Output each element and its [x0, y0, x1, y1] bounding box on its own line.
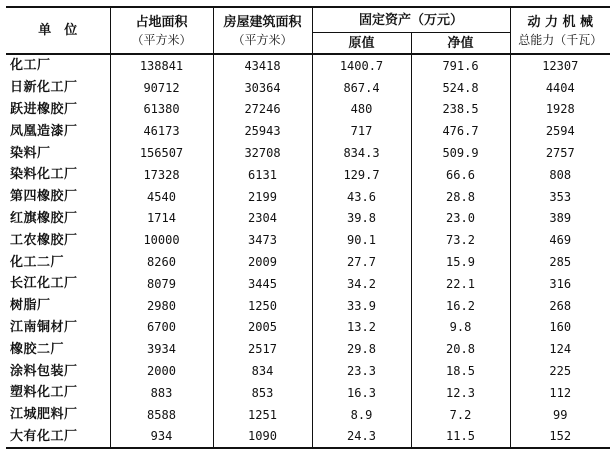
- header-building-area-unit: （平方米）: [232, 32, 293, 47]
- table-row: [6, 382, 610, 404]
- row-net-value: 73.2: [411, 229, 510, 251]
- table-row: [6, 360, 610, 382]
- table-row: [6, 77, 610, 99]
- row-net-value: 23.0: [411, 208, 510, 230]
- row-building-area: 2199: [213, 186, 312, 208]
- header-original-value: 原值: [312, 33, 411, 55]
- row-land-area: 90712: [110, 77, 213, 99]
- row-power: 1928: [510, 99, 610, 121]
- row-building-area: 2304: [213, 208, 312, 230]
- row-net-value: 12.3: [411, 382, 510, 404]
- row-building-area: 25943: [213, 120, 312, 142]
- row-net-value: 15.9: [411, 251, 510, 273]
- row-power: 268: [510, 295, 610, 317]
- row-building-area: 1250: [213, 295, 312, 317]
- row-net-value: 476.7: [411, 120, 510, 142]
- row-land-area: 3934: [110, 338, 213, 360]
- row-power: 2757: [510, 142, 610, 164]
- row-net-value: 7.2: [411, 404, 510, 426]
- header-building-area: [213, 7, 312, 54]
- document-page: [6, 6, 610, 448]
- row-original-value: 43.6: [312, 186, 411, 208]
- row-land-area: 8079: [110, 273, 213, 295]
- row-net-value: 28.8: [411, 186, 510, 208]
- row-building-area: 3445: [213, 273, 312, 295]
- row-land-area: 1714: [110, 208, 213, 230]
- row-unit-name: 涂料包装厂: [10, 363, 78, 379]
- row-original-value: 1400.7: [312, 54, 411, 77]
- row-building-area: 834: [213, 360, 312, 382]
- table-body: [6, 54, 610, 448]
- row-unit-name: 凤凰造漆厂: [10, 123, 78, 139]
- row-land-area: 8588: [110, 404, 213, 426]
- row-land-area: 883: [110, 382, 213, 404]
- row-land-area: 10000: [110, 229, 213, 251]
- header-land-area: [110, 7, 213, 54]
- row-original-value: 129.7: [312, 164, 411, 186]
- row-original-value: 834.3: [312, 142, 411, 164]
- row-power: 469: [510, 229, 610, 251]
- row-net-value: 524.8: [411, 77, 510, 99]
- table-row: [6, 186, 610, 208]
- table-row: [6, 273, 610, 295]
- row-unit-name: 江城肥料厂: [10, 407, 78, 423]
- header-unit: 单 位: [38, 23, 78, 38]
- table-row: [6, 295, 610, 317]
- table-header: [6, 7, 610, 54]
- row-land-area: 61380: [110, 99, 213, 121]
- row-building-area: 2517: [213, 338, 312, 360]
- row-building-area: 853: [213, 382, 312, 404]
- row-net-value: 16.2: [411, 295, 510, 317]
- row-power: 316: [510, 273, 610, 295]
- table-row: [6, 404, 610, 426]
- header-fixed-assets: 固定资产（万元）: [312, 7, 510, 33]
- row-unit-name: 化工二厂: [10, 254, 65, 270]
- row-land-area: 6700: [110, 317, 213, 339]
- table-row: [6, 317, 610, 339]
- header-power: [510, 7, 610, 54]
- row-power: 152: [510, 426, 610, 449]
- row-power: 389: [510, 208, 610, 230]
- row-land-area: 934: [110, 426, 213, 449]
- row-original-value: 24.3: [312, 426, 411, 449]
- row-power: 124: [510, 338, 610, 360]
- header-land-area-unit: （平方米）: [131, 32, 192, 47]
- row-unit-name: 日新化工厂: [10, 80, 78, 96]
- row-building-area: 6131: [213, 164, 312, 186]
- row-building-area: 32708: [213, 142, 312, 164]
- row-building-area: 30364: [213, 77, 312, 99]
- row-power: 808: [510, 164, 610, 186]
- header-net-value: 净值: [411, 33, 510, 55]
- row-land-area: 4540: [110, 186, 213, 208]
- row-land-area: 156507: [110, 142, 213, 164]
- row-building-area: 2009: [213, 251, 312, 273]
- row-unit-name: 工农橡胶厂: [10, 232, 78, 248]
- table-row: [6, 229, 610, 251]
- row-building-area: 2005: [213, 317, 312, 339]
- table-row: [6, 338, 610, 360]
- row-unit-name: 染料化工厂: [10, 167, 78, 183]
- row-net-value: 238.5: [411, 99, 510, 121]
- row-unit-name: 树脂厂: [10, 298, 51, 314]
- row-original-value: 33.9: [312, 295, 411, 317]
- factory-statistics-table: [6, 6, 610, 449]
- row-original-value: 29.8: [312, 338, 411, 360]
- row-land-area: 2980: [110, 295, 213, 317]
- header-power-unit: 总能力（千瓦）: [518, 32, 603, 47]
- row-power: 4404: [510, 77, 610, 99]
- row-unit-name: 江南铜材厂: [10, 319, 78, 335]
- row-land-area: 138841: [110, 54, 213, 77]
- table-row: [6, 426, 610, 449]
- row-power: 12307: [510, 54, 610, 77]
- row-original-value: 39.8: [312, 208, 411, 230]
- row-building-area: 1251: [213, 404, 312, 426]
- row-building-area: 43418: [213, 54, 312, 77]
- row-original-value: 23.3: [312, 360, 411, 382]
- row-building-area: 1090: [213, 426, 312, 449]
- row-original-value: 27.7: [312, 251, 411, 273]
- row-original-value: 16.3: [312, 382, 411, 404]
- row-unit-name: 长江化工厂: [10, 276, 78, 292]
- row-net-value: 791.6: [411, 54, 510, 77]
- row-unit-name: 跃进橡胶厂: [10, 101, 78, 117]
- row-power: 225: [510, 360, 610, 382]
- row-original-value: 867.4: [312, 77, 411, 99]
- row-original-value: 34.2: [312, 273, 411, 295]
- row-net-value: 66.6: [411, 164, 510, 186]
- table-row: [6, 99, 610, 121]
- row-building-area: 3473: [213, 229, 312, 251]
- row-building-area: 27246: [213, 99, 312, 121]
- row-land-area: 2000: [110, 360, 213, 382]
- row-unit-name: 第四橡胶厂: [10, 189, 78, 205]
- table-row: [6, 142, 610, 164]
- row-power: 160: [510, 317, 610, 339]
- row-land-area: 8260: [110, 251, 213, 273]
- header-land-area-label: 占地面积: [135, 14, 188, 30]
- row-unit-name: 橡胶二厂: [10, 341, 65, 357]
- row-net-value: 22.1: [411, 273, 510, 295]
- row-net-value: 9.8: [411, 317, 510, 339]
- row-unit-name: 化工厂: [10, 58, 51, 74]
- row-power: 2594: [510, 120, 610, 142]
- header-building-area-label: 房屋建筑面积: [223, 14, 302, 30]
- row-net-value: 18.5: [411, 360, 510, 382]
- row-original-value: 13.2: [312, 317, 411, 339]
- table-row: [6, 251, 610, 273]
- row-original-value: 90.1: [312, 229, 411, 251]
- row-unit-name: 红旗橡胶厂: [10, 210, 78, 226]
- row-original-value: 480: [312, 99, 411, 121]
- row-land-area: 46173: [110, 120, 213, 142]
- row-unit-name: 塑料化工厂: [10, 385, 78, 401]
- row-power: 353: [510, 186, 610, 208]
- row-land-area: 17328: [110, 164, 213, 186]
- header-power-label: 动 力 机 械: [527, 14, 594, 30]
- row-net-value: 20.8: [411, 338, 510, 360]
- row-net-value: 509.9: [411, 142, 510, 164]
- table-row: [6, 120, 610, 142]
- row-unit-name: 染料厂: [10, 145, 51, 161]
- row-net-value: 11.5: [411, 426, 510, 449]
- row-original-value: 8.9: [312, 404, 411, 426]
- table-row: [6, 208, 610, 230]
- row-power: 285: [510, 251, 610, 273]
- table-row: [6, 54, 610, 77]
- row-power: 99: [510, 404, 610, 426]
- row-unit-name: 大有化工厂: [10, 428, 78, 444]
- table-row: [6, 164, 610, 186]
- row-original-value: 717: [312, 120, 411, 142]
- row-power: 112: [510, 382, 610, 404]
